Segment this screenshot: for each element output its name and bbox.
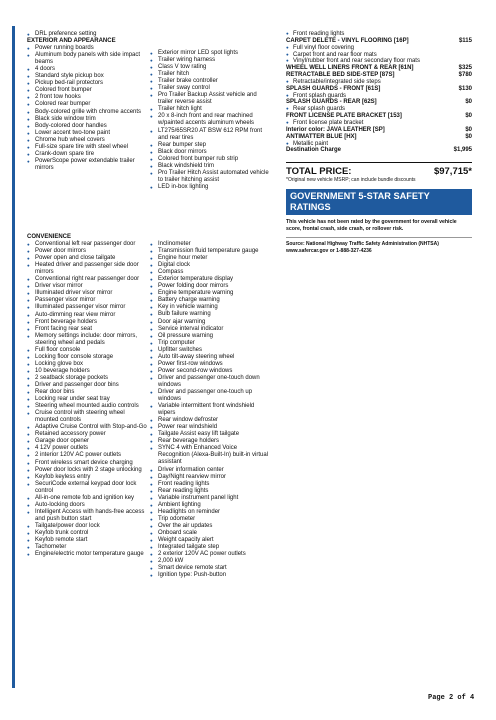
list-item: ● Class V tow rating: [150, 64, 270, 71]
list-item: ● Intelligent Access with hands-free access and push button start: [27, 509, 147, 523]
list-item: ● Auto-locking doors: [27, 502, 147, 509]
list-item: ● Body-colored grille with chrome accents: [27, 109, 143, 116]
option-name: Interior color: JAVA LEATHER [SP]: [286, 126, 385, 133]
list-item: ● 2 exterior 120V AC power outlets: [150, 551, 270, 558]
list-item: ● Colored front bumper: [27, 87, 143, 94]
list-item: ● Variable instrument panel light: [150, 495, 270, 502]
list-item: ● Auto-dimming rear view mirror: [27, 312, 147, 319]
list-item: ● Trailer hitch light: [150, 106, 270, 113]
list-item: ● Keyfob trunk control: [27, 530, 147, 537]
option-price: $780: [458, 72, 472, 79]
option-price-row: [286, 86, 472, 93]
list-item: ● 20 x 8-inch front and rear machined w/painted accents aluminum wheels: [150, 113, 270, 127]
list-item: ● Tailgate/power door lock: [27, 523, 147, 530]
list-item: ● Trailer brake controller: [150, 78, 270, 85]
exterior-left-list: [27, 45, 143, 172]
option-price: $0: [465, 99, 472, 106]
list-item: ● Service interval indicator: [150, 326, 270, 333]
list-item: ● Onboard scale: [150, 530, 270, 537]
list-item: ● SecuriCode external keypad door lock control: [27, 481, 147, 495]
option-name: Destination Charge: [286, 147, 342, 154]
list-item: ● Rear reading lights: [150, 488, 270, 495]
option-name: RETRACTABLE BED SIDE-STEP [87S]: [286, 72, 395, 79]
list-item: ● Lower accent two-tone paint: [27, 130, 143, 137]
list-item: ● Locking glove box: [27, 361, 147, 368]
option-detail: ● Carpet front and rear floor mats: [286, 52, 472, 59]
list-item: ● Compass: [150, 269, 270, 276]
list-item: ● Trailer hitch: [150, 71, 270, 78]
convenience-left-column: [27, 234, 147, 558]
list-item: ● Crank-down spare tire: [27, 151, 143, 158]
list-item: ● Conventional right rear passenger door: [27, 276, 147, 283]
exterior-heading: EXTERIOR AND APPEARANCE: [27, 38, 116, 45]
list-item: ● Power door mirrors: [27, 248, 147, 255]
government-ratings-heading: GOVERNMENT 5-STAR SAFETY RATINGS: [286, 189, 472, 215]
option-price-row: [286, 147, 472, 154]
list-item: ● Digital clock: [150, 262, 270, 269]
list-item: ● 2 interior 120V AC power outlets: [27, 452, 147, 459]
list-item: ● Chrome hub wheel covers: [27, 137, 143, 144]
total-price-value: $97,715*: [433, 166, 472, 178]
list-item: ● LT275/65SR20 AT BSW 612 RPM front and rear tires: [150, 128, 270, 142]
exterior-left-column: [27, 31, 143, 172]
list-item: ● Colored rear bumper: [27, 101, 143, 108]
total-price-block: [286, 162, 472, 183]
list-item: ● Pickup bed-rail protectors: [27, 80, 143, 87]
convenience-heading: CONVENIENCE: [27, 234, 72, 240]
list-item: ● Rear door bins: [27, 389, 147, 396]
option-price: $0: [465, 133, 472, 140]
total-price-note: *Original new vehicle MSRP; can include bundle discounts: [286, 177, 416, 184]
list-item: ● Cruise control with steering wheel mounted controls: [27, 410, 147, 424]
list-item: ● Driver information center: [150, 467, 270, 474]
list-item: ● Trailer sway control: [150, 85, 270, 92]
list-item: ● Trip odometer: [150, 516, 270, 523]
list-item: ● Headlights on reminder: [150, 509, 270, 516]
option-price-row: [286, 99, 472, 106]
list-item: ● Weight capacity alert: [150, 537, 270, 544]
option-price-row: [286, 127, 472, 134]
list-item: ● Power second-row windows: [150, 368, 270, 375]
list-item: ● Tailgate Assist easy lift tailgate: [150, 431, 270, 438]
exterior-right-column: [150, 50, 270, 191]
list-item: ● Inclinometer: [150, 241, 270, 248]
list-item: ● Ignition type: Push-button: [150, 572, 270, 579]
option-price-row: [286, 134, 472, 141]
list-item: ● Standard style pickup box: [27, 73, 143, 80]
option-price: $115: [458, 37, 472, 44]
list-item: ● SYNC 4 with Enhanced Voice Recognition (Alexa-Built-In) built-in virtual assistant: [150, 445, 270, 466]
option-price-row: [286, 65, 472, 72]
list-item: ● Engine/electric motor temperature gauge: [27, 551, 147, 558]
list-item: ● Memory settings include: door mirrors, steering wheel and pedals: [27, 333, 147, 347]
page-number: Page 2 of 4: [428, 694, 475, 702]
list-item: ● Pro Trailer Hitch Assist automated vehicle to trailer hitching assist: [150, 170, 270, 184]
list-item: ● Power running boards: [27, 45, 143, 52]
option-price-row: [286, 72, 472, 79]
list-item: ● Keyfob keyless entry: [27, 474, 147, 481]
option-price: $130: [458, 85, 472, 92]
list-item: ● Locking floor console storage: [27, 354, 147, 361]
list-item: ● LED in-box lighting: [150, 184, 270, 191]
list-item: ● Heated driver and passenger side door mirrors: [27, 262, 147, 276]
option-name: CARPET DELETE - VINYL FLOORING [16P]: [286, 37, 409, 44]
list-item: ● Pro Trailer Backup Assist vehicle and trailer reverse assist: [150, 92, 270, 106]
option-name: FRONT LICENSE PLATE BRACKET [153]: [286, 113, 402, 120]
list-item: ● 10 beverage holders: [27, 368, 147, 375]
list-item: ● Tachometer: [27, 544, 147, 551]
list-item: ● 4 12V power outlets: [27, 445, 147, 452]
list-item: ● Passenger visor mirror: [27, 297, 147, 304]
list-item: ● All-in-one remote fob and ignition key: [27, 495, 147, 502]
list-item: ● Integrated tailgate step: [150, 544, 270, 551]
list-item: ● Conventional left rear passenger door: [27, 241, 147, 248]
exterior-right-list: [150, 50, 270, 191]
option-name: WHEEL WELL LINERS FRONT & REAR [61N]: [286, 65, 414, 72]
list-item: ● Oil pressure warning: [150, 333, 270, 340]
list-item: ● Illuminated passenger visor mirror: [27, 304, 147, 311]
option-detail: ● Vinyl/rubber front and rear secondary floor mats: [286, 58, 472, 65]
list-item: ● Trip computer: [150, 340, 270, 347]
list-item: ● Rear window defroster: [150, 417, 270, 424]
list-item: ● Black windshield trim: [150, 163, 270, 170]
list-item: ● Driver and passenger one-touch down windows: [150, 375, 270, 389]
option-detail: ● Metallic paint: [286, 141, 472, 148]
list-item: ● Ambient lighting: [150, 502, 270, 509]
list-item: ● Variable intermittent front windshield wipers: [150, 403, 270, 417]
list-item: ● Front wireless smart device charging: [27, 460, 147, 467]
list-item: ● Door ajar warning: [150, 319, 270, 326]
list-item: ● Front reading lights: [150, 481, 270, 488]
list-item: ● 2 seatback storage pockets: [27, 375, 147, 382]
list-item: ● PowerScope power extendable trailer mirrors: [27, 158, 143, 172]
list-item: ● Full-size spare tire with steel wheel: [27, 144, 143, 151]
option-price: $0: [465, 113, 472, 120]
options-column: [286, 31, 472, 254]
list-item: ● Power folding door mirrors: [150, 283, 270, 290]
total-price-label: TOTAL PRICE:: [286, 166, 352, 178]
list-item: ● DRL preference setting: [27, 31, 143, 38]
options-list: [286, 31, 472, 154]
option-price: $0: [465, 126, 472, 133]
option-price-row: [286, 113, 472, 120]
option-detail: ● Rear splash guards: [286, 106, 472, 113]
option-name: SPLASH GUARDS - REAR [62S]: [286, 99, 377, 106]
option-price-row: [286, 38, 472, 45]
list-item: ● Engine temperature warning: [150, 290, 270, 297]
convenience-right-column: [150, 241, 270, 579]
list-item: ● 4 doors: [27, 66, 143, 73]
list-item: ● Retained accessory power: [27, 431, 147, 438]
list-item: ● Engine hour meter: [150, 255, 270, 262]
list-item: ● Adaptive Cruise Control with Stop-and-Go: [27, 424, 147, 431]
list-item: ● Exterior temperature display: [150, 276, 270, 283]
list-item: ● Garage door opener: [27, 438, 147, 445]
list-item: ● Rear beverage holders: [150, 438, 270, 445]
list-item: ● Driver visor mirror: [27, 283, 147, 290]
list-item: ● Front facing rear seat: [27, 326, 147, 333]
option-detail: ● Retractable/integrated side steps: [286, 79, 472, 86]
option-price: $1,995: [453, 147, 472, 154]
list-item: ● Bulb failure warning: [150, 311, 270, 318]
list-item: ● Aluminum body panels with side impact beams: [27, 52, 143, 66]
convenience-right-list: [150, 241, 270, 579]
list-item: ● Full floor console: [27, 347, 147, 354]
government-ratings-text: This vehicle has not been rated by the government for overall vehicle score, frontal crash, side crash, or rollover risk.: [286, 219, 457, 232]
option-detail: ● Front reading lights: [286, 31, 472, 38]
option-detail: ● Front splash guards: [286, 93, 472, 100]
option-price: $325: [458, 65, 472, 72]
list-item: ● Auto tilt-away steering wheel: [150, 354, 270, 361]
convenience-left-list: [27, 241, 147, 558]
option-detail: ● Front license plate bracket: [286, 120, 472, 127]
list-item: ● Black side window trim: [27, 116, 143, 123]
list-item: ● Colored front bumper rub strip: [150, 156, 270, 163]
government-ratings-source: Source: National Highway Traffic Safety Administration (NHTSA) www.safercar.gov or 1-888-327-4236: [286, 237, 472, 253]
list-item: ● Battery charge warning: [150, 297, 270, 304]
option-name: ANTIMATTER BLUE [HX]: [286, 133, 357, 140]
option-name: SPLASH GUARDS - FRONT [61S]: [286, 85, 381, 92]
list-item: ● Upfitter switches: [150, 347, 270, 354]
list-item: ● Keyfob remote start: [27, 537, 147, 544]
list-item: ● Rear bumper step: [150, 142, 270, 149]
list-item: ● Black door mirrors: [150, 149, 270, 156]
option-detail: ● Full vinyl floor covering: [286, 45, 472, 52]
list-item: ● Power rear windshield: [150, 424, 270, 431]
list-item: ● Transmission fluid temperature gauge: [150, 248, 270, 255]
list-item: ● Body-colored door handles: [27, 123, 143, 130]
left-accent-bar: [12, 26, 15, 688]
list-item: ● Illuminated driver visor mirror: [27, 290, 147, 297]
list-item: ● Front beverage holders: [27, 319, 147, 326]
list-item: ● 2,000 kW: [150, 558, 270, 565]
list-item: ● Driver and passenger one-touch up windows: [150, 389, 270, 403]
list-item: ● Over the air updates: [150, 523, 270, 530]
list-item: ● Driver and passenger door bins: [27, 382, 147, 389]
list-item: ● Trailer wiring harness: [150, 57, 270, 64]
list-item: ● 2 front tow hooks: [27, 94, 143, 101]
list-item: ● Steering wheel mounted audio controls: [27, 403, 147, 410]
list-item: ● Day/Night rearview mirror: [150, 474, 270, 481]
list-item: ● Locking rear under seat tray: [27, 396, 147, 403]
list-item: ● Power first-row windows: [150, 361, 270, 368]
list-item: ● Smart device remote start: [150, 565, 270, 572]
list-item: ● Key in vehicle warning: [150, 304, 270, 311]
list-item: ● Power door locks with 2 stage unlocking: [27, 467, 147, 474]
list-item: ● Power open and close tailgate: [27, 255, 147, 262]
list-item: ● Exterior mirror LED spot lights: [150, 50, 270, 57]
